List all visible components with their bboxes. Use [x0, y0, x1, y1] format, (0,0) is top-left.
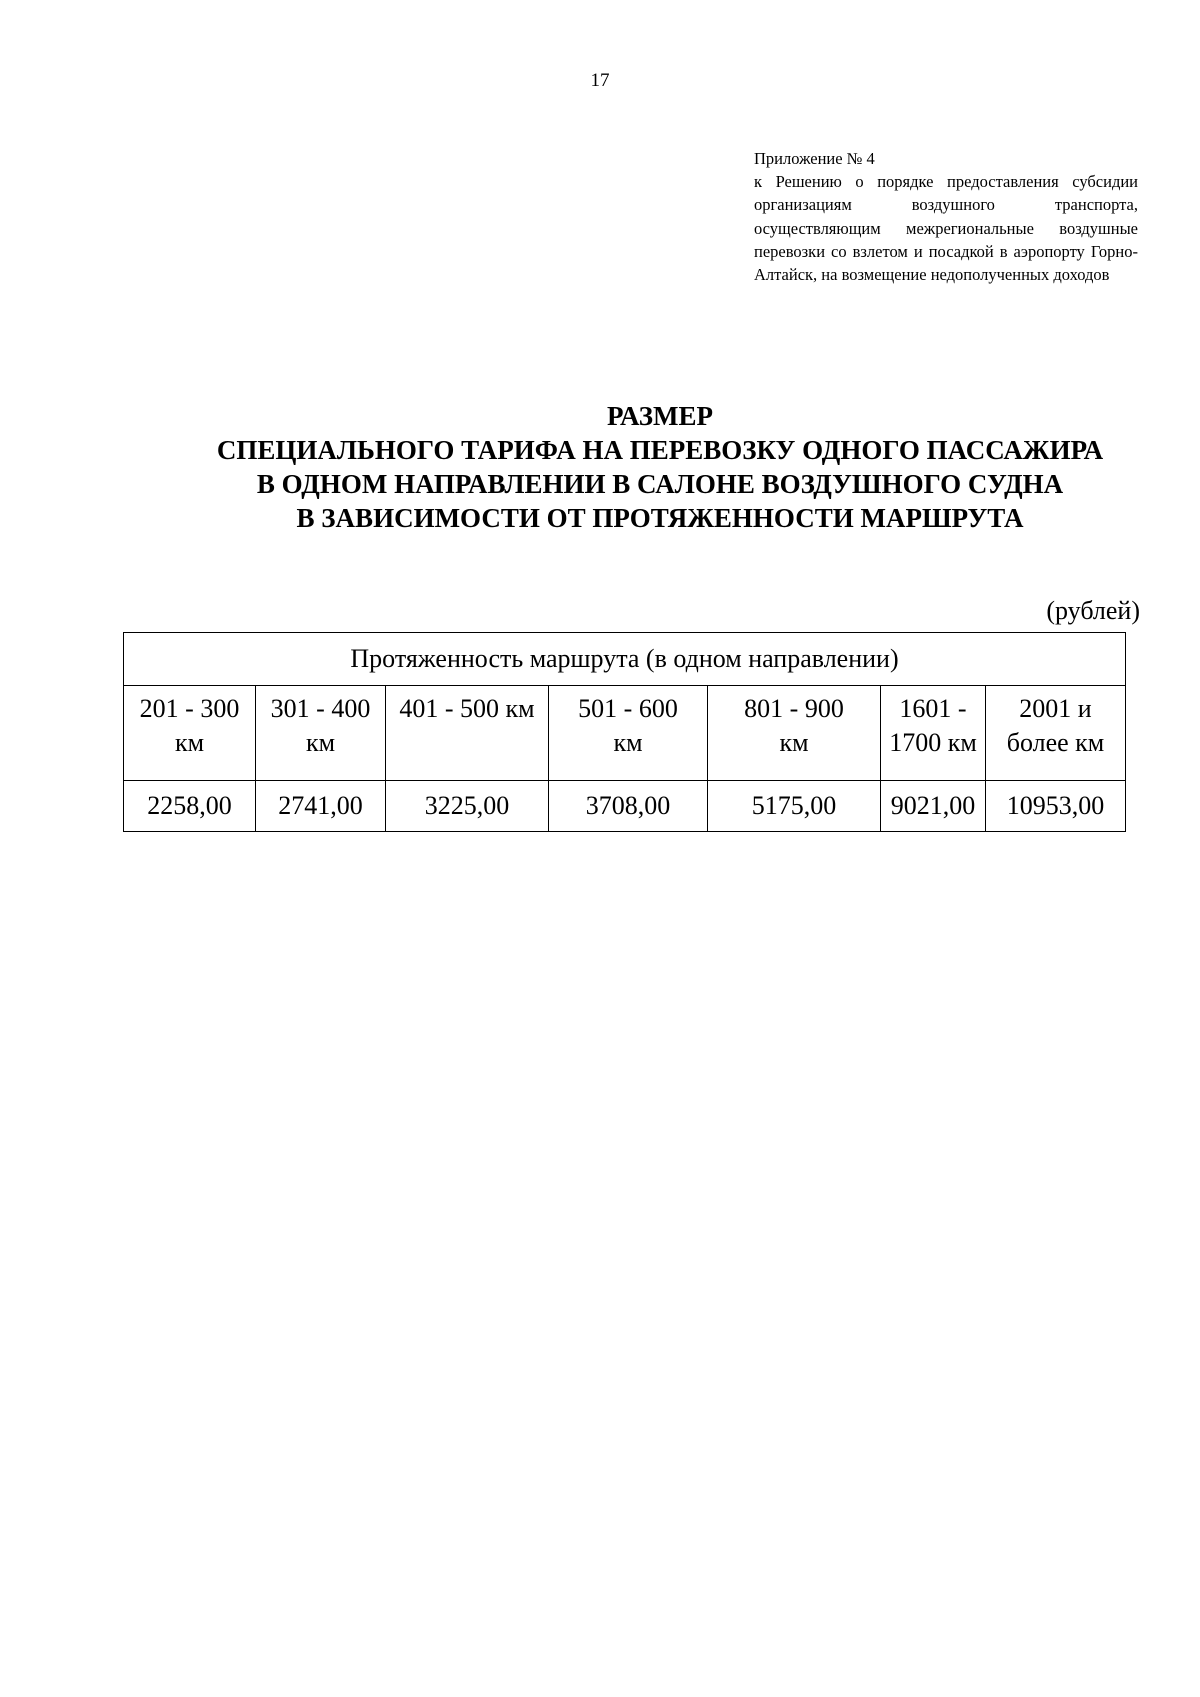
title-line-2: СПЕЦИАЛЬНОГО ТАРИФА НА ПЕРЕВОЗКУ ОДНОГО ПАССАЖИРА [216, 435, 1104, 465]
range-header-line1: 801 - 900 [744, 694, 844, 723]
document-title [0, 399, 1200, 535]
range-header-line1: 401 - 500 км [399, 694, 535, 723]
tariff-value: 9021,00 [881, 781, 986, 832]
table-range-row [124, 686, 1126, 781]
range-header-1601-1700 [881, 686, 986, 781]
tariff-value: 5175,00 [708, 781, 881, 832]
route-length-header: Протяженность маршрута (в одном направлении) [124, 633, 1126, 686]
range-header-301-400 [256, 686, 386, 781]
tariff-table [123, 632, 1126, 832]
range-header-2001-plus [986, 686, 1126, 781]
range-header-line2: км [779, 728, 809, 757]
range-header-line2: км [305, 728, 336, 757]
table-row [124, 781, 1126, 832]
range-header-line2: 1700 км [889, 728, 977, 757]
range-header-line2: км [174, 728, 205, 757]
range-header-line1: 1601 - [899, 694, 967, 723]
tariff-value: 2258,00 [124, 781, 256, 832]
range-header-line1: 301 - 400 [270, 694, 371, 723]
title-line-3: В ОДНОМ НАПРАВЛЕНИИ В САЛОНЕ ВОЗДУШНОГО СУДНА [256, 469, 1064, 499]
appendix-block [754, 147, 1138, 286]
table-header-row [124, 633, 1126, 686]
title-line-1: РАЗМЕР [606, 401, 714, 431]
range-header-401-500 [386, 686, 549, 781]
range-header-line1: 2001 и [1019, 694, 1092, 723]
range-header-line2: более км [1006, 728, 1105, 757]
range-header-201-300 [124, 686, 256, 781]
page-number: 17 [590, 70, 610, 91]
unit-label: (рублей) [1046, 596, 1140, 625]
tariff-value: 3225,00 [386, 781, 549, 832]
range-header-line1: 501 - 600 [578, 694, 678, 723]
range-header-line1: 201 - 300 [139, 694, 240, 723]
range-header-501-600 [549, 686, 708, 781]
range-header-801-900 [708, 686, 881, 781]
appendix-text: к Решению о порядке предоставления субсидии организациям воздушного транспорта, осуществляющим межрегиональные воздушные перевозки со взлетом и посадкой в аэропорту Горно-Алтайск, на возмещение недополученных доходов [754, 172, 1138, 285]
tariff-value: 3708,00 [549, 781, 708, 832]
range-header-line2: км [613, 728, 643, 757]
title-line-4: В ЗАВИСИМОСТИ ОТ ПРОТЯЖЕННОСТИ МАРШРУТА [296, 503, 1024, 533]
tariff-value: 2741,00 [256, 781, 386, 832]
tariff-value: 10953,00 [986, 781, 1126, 832]
appendix-title: Приложение № 4 [754, 149, 875, 168]
